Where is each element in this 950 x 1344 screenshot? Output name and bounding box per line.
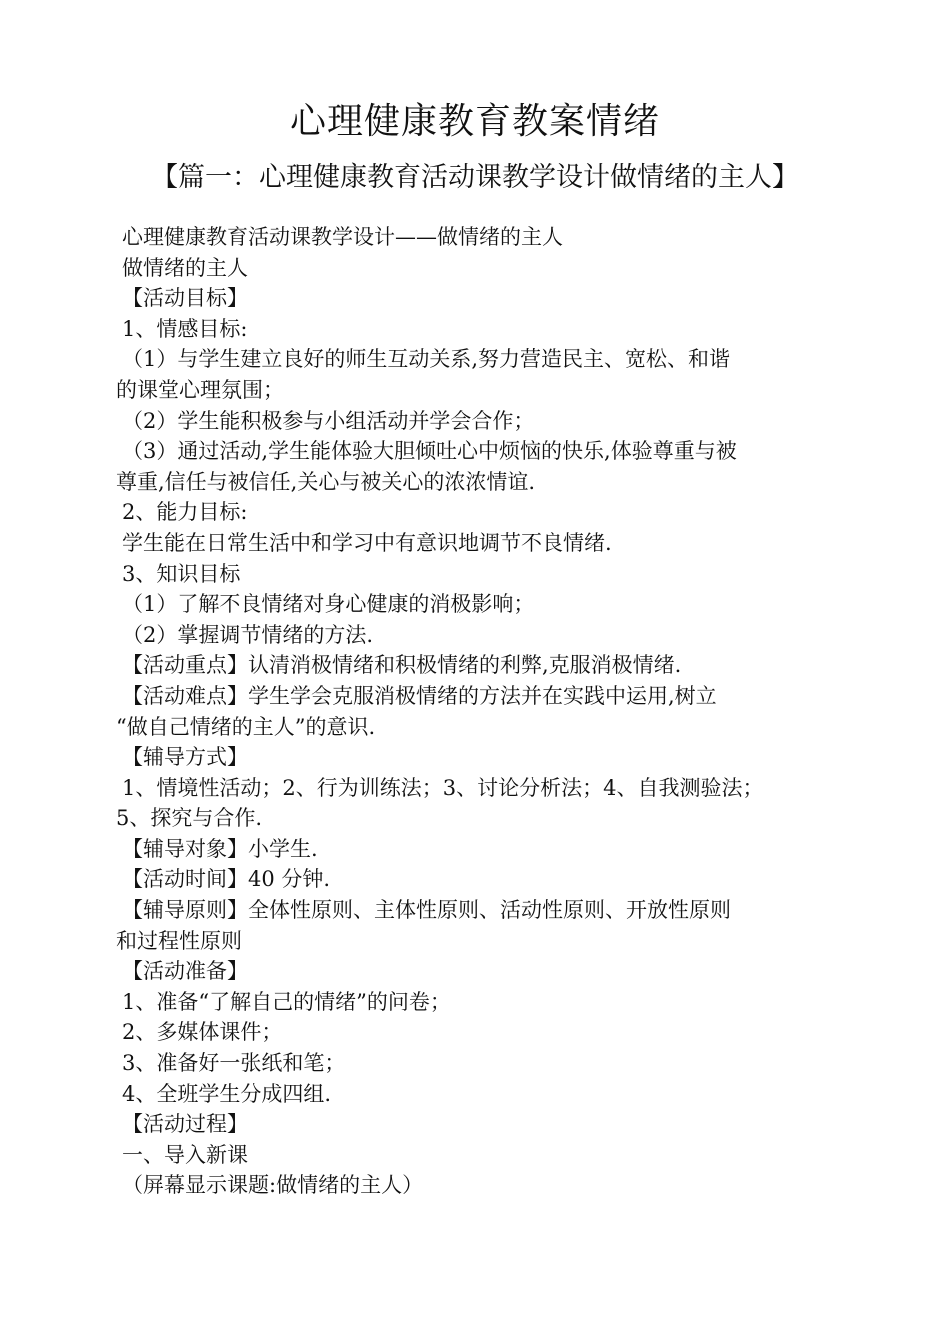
body-line: 心理健康教育活动课教学设计——做情绪的主人 [122, 225, 563, 249]
body-line: 4、全班学生分成四组. [122, 1081, 332, 1106]
body-line: 尊重,信任与被信任,关心与被关心的浓浓情谊. [116, 469, 536, 494]
body-line: 的课堂心理氛围； [116, 377, 284, 402]
body-line: 3、知识目标 [122, 561, 241, 586]
body-line: 【辅导原则】全体性原则、主体性原则、活动性原则、开放性原则 [122, 898, 731, 923]
body-line: 3、准备好一张纸和笔； [122, 1051, 346, 1076]
body-line: 一、导入新课 [122, 1142, 248, 1167]
body-line: 2、能力目标: [122, 500, 248, 525]
body-line: “做自己情绪的主人”的意识. [116, 714, 376, 739]
document-title: 心理健康教育教案情绪 [289, 101, 660, 142]
body-line: 【辅导对象】小学生. [122, 836, 318, 861]
body-line: 【活动目标】 [122, 286, 248, 311]
body-line: 1、情境性活动；2、行为训练法；3、讨论分析法；4、自我测验法； [122, 775, 764, 800]
body-line: 5、探究与合作. [116, 806, 263, 831]
body-line: 【活动时间】40 分钟. [122, 867, 331, 892]
body-line: 【活动准备】 [122, 959, 248, 984]
document-body [116, 222, 851, 1201]
body-line: （屏幕显示课题:做情绪的主人） [122, 1173, 424, 1198]
document-subtitle: 【篇一：心理健康教育活动课教学设计做情绪的主人】 [151, 162, 799, 193]
body-line: 【活动难点】学生学会克服消极情绪的方法并在实践中运用,树立 [122, 683, 717, 708]
body-line: 2、多媒体课件； [122, 1020, 283, 1045]
body-line: （2）掌握调节情绪的方法. [122, 622, 374, 647]
body-line: 【活动重点】认清消极情绪和积极情绪的利弊,克服消极情绪. [122, 653, 682, 678]
body-line: （3）通过活动,学生能体验大胆倾吐心中烦恼的快乐,体验尊重与被 [122, 439, 737, 464]
body-line: 做情绪的主人 [122, 255, 248, 280]
body-line: （2）学生能积极参与小组活动并学会合作； [122, 408, 535, 433]
body-line: 和过程性原则 [116, 928, 242, 953]
body-line: （1）与学生建立良好的师生互动关系,努力营造民主、宽松、和谐 [122, 347, 731, 372]
body-line: 1、情感目标: [122, 316, 248, 341]
body-line: 1、准备“了解自己的情绪”的问卷； [122, 989, 451, 1014]
body-line: 学生能在日常生活中和学习中有意识地调节不良情绪. [122, 530, 612, 555]
body-line: 【辅导方式】 [122, 745, 248, 770]
body-line: （1）了解不良情绪对身心健康的消极影响； [122, 592, 535, 617]
body-line: 【活动过程】 [122, 1112, 248, 1137]
